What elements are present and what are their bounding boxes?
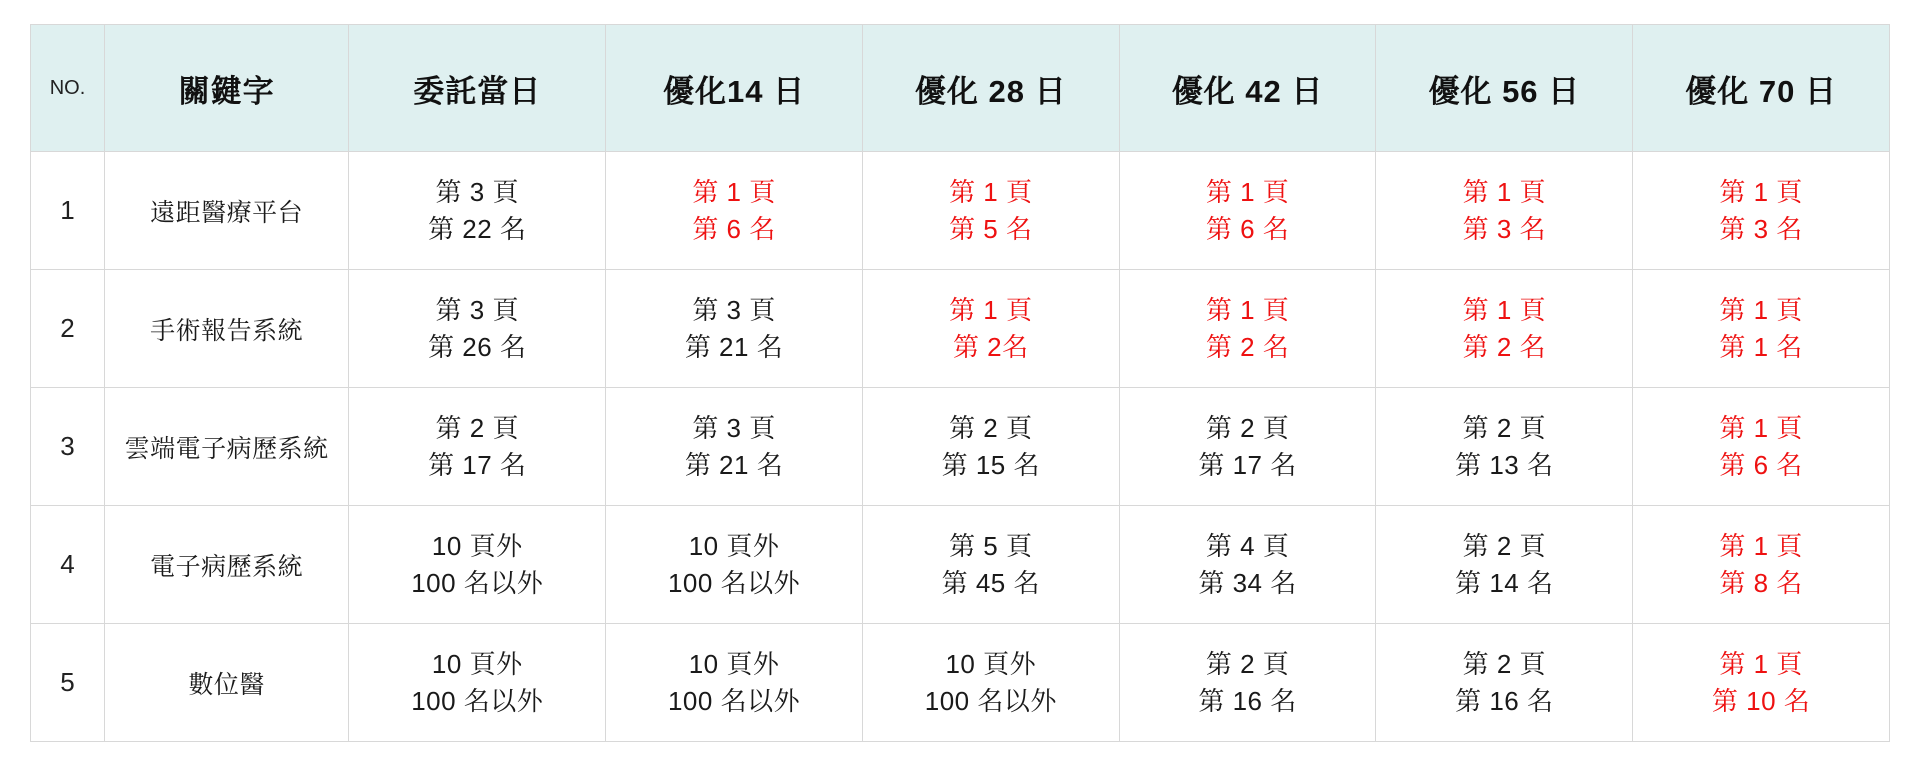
rank-page: 10 頁外 bbox=[945, 648, 1037, 679]
rank-position: 第 26 名 bbox=[428, 331, 527, 362]
rank-cell-day28 bbox=[862, 624, 1119, 742]
rank-page: 第 3 頁 bbox=[435, 294, 519, 325]
table-body bbox=[31, 152, 1890, 742]
rank-cell-day56 bbox=[1376, 624, 1633, 742]
row-keyword: 雲端電子病歷系統 bbox=[104, 388, 348, 506]
row-number: 3 bbox=[31, 388, 105, 506]
rank-page: 第 3 頁 bbox=[435, 176, 519, 207]
row-keyword: 數位醫 bbox=[104, 624, 348, 742]
table-row bbox=[31, 152, 1890, 270]
table-row bbox=[31, 270, 1890, 388]
column-header-no: NO. bbox=[31, 25, 105, 152]
rank-cell-day70 bbox=[1633, 270, 1890, 388]
rank-cell-day0 bbox=[349, 506, 606, 624]
rank-page: 第 4 頁 bbox=[1205, 530, 1290, 561]
column-header-day42: 優化 42 日 bbox=[1119, 25, 1376, 152]
rank-page: 第 2 頁 bbox=[1462, 412, 1547, 443]
rank-position: 第 17 名 bbox=[428, 449, 527, 480]
rank-position: 第 3 名 bbox=[1462, 213, 1547, 244]
rank-page: 第 1 頁 bbox=[1205, 176, 1290, 207]
rank-position: 第 5 名 bbox=[949, 213, 1033, 244]
rank-cell-day28 bbox=[862, 388, 1119, 506]
rank-cell-day70 bbox=[1633, 506, 1890, 624]
rank-cell-day56 bbox=[1376, 388, 1633, 506]
rank-position: 第 2名 bbox=[952, 331, 1029, 362]
rank-page: 第 1 頁 bbox=[1719, 294, 1803, 325]
table-head bbox=[31, 25, 1890, 152]
rank-position: 第 2 名 bbox=[1462, 331, 1547, 362]
rank-cell-day56 bbox=[1376, 152, 1633, 270]
rank-page: 第 2 頁 bbox=[435, 412, 519, 443]
rank-cell-day42 bbox=[1119, 624, 1376, 742]
rank-page: 第 1 頁 bbox=[1462, 294, 1547, 325]
rank-position: 第 16 名 bbox=[1198, 685, 1297, 716]
rank-cell-day42 bbox=[1119, 270, 1376, 388]
rank-position: 第 45 名 bbox=[941, 567, 1040, 598]
rank-page: 第 1 頁 bbox=[1719, 412, 1803, 443]
row-number: 1 bbox=[31, 152, 105, 270]
header-row bbox=[31, 25, 1890, 152]
rank-cell-day42 bbox=[1119, 388, 1376, 506]
rank-cell-day14 bbox=[606, 152, 863, 270]
rank-page: 第 1 頁 bbox=[1205, 294, 1290, 325]
rank-page: 第 1 頁 bbox=[692, 176, 776, 207]
column-header-day14: 優化14 日 bbox=[606, 25, 863, 152]
row-number: 5 bbox=[31, 624, 105, 742]
rank-page: 第 3 頁 bbox=[692, 294, 776, 325]
rank-position: 100 名以外 bbox=[411, 685, 544, 716]
rank-cell-day0 bbox=[349, 624, 606, 742]
rank-position: 第 1 名 bbox=[1719, 331, 1803, 362]
rank-cell-day56 bbox=[1376, 270, 1633, 388]
rank-position: 第 13 名 bbox=[1455, 449, 1554, 480]
rank-page: 第 1 頁 bbox=[1719, 176, 1803, 207]
rank-page: 10 頁外 bbox=[431, 648, 523, 679]
rank-cell-day70 bbox=[1633, 152, 1890, 270]
rank-cell-day42 bbox=[1119, 152, 1376, 270]
row-keyword: 遠距醫療平台 bbox=[104, 152, 348, 270]
keyword-ranking-table bbox=[30, 24, 1890, 742]
rank-page: 第 1 頁 bbox=[949, 176, 1033, 207]
rank-page: 第 2 頁 bbox=[1462, 648, 1547, 679]
row-number: 4 bbox=[31, 506, 105, 624]
rank-position: 第 8 名 bbox=[1719, 567, 1803, 598]
column-header-keyword: 關鍵字 bbox=[104, 25, 348, 152]
rank-page: 10 頁外 bbox=[688, 648, 780, 679]
rank-page: 第 2 頁 bbox=[949, 412, 1033, 443]
rank-position: 100 名以外 bbox=[924, 685, 1057, 716]
rank-page: 第 2 頁 bbox=[1462, 530, 1547, 561]
rank-position: 第 2 名 bbox=[1205, 331, 1290, 362]
rank-position: 第 6 名 bbox=[692, 213, 776, 244]
rank-position: 100 名以外 bbox=[667, 685, 801, 716]
column-header-day56: 優化 56 日 bbox=[1376, 25, 1633, 152]
rank-page: 第 1 頁 bbox=[1719, 530, 1803, 561]
column-header-day0: 委託當日 bbox=[349, 25, 606, 152]
rank-cell-day14 bbox=[606, 506, 863, 624]
rank-page: 第 5 頁 bbox=[949, 530, 1033, 561]
rank-position: 第 22 名 bbox=[428, 213, 527, 244]
rank-page: 第 3 頁 bbox=[692, 412, 776, 443]
row-keyword: 手術報告系統 bbox=[104, 270, 348, 388]
row-number: 2 bbox=[31, 270, 105, 388]
column-header-day70: 優化 70 日 bbox=[1633, 25, 1890, 152]
rank-cell-day0 bbox=[349, 152, 606, 270]
rank-cell-day70 bbox=[1633, 388, 1890, 506]
rank-cell-day28 bbox=[862, 152, 1119, 270]
rank-page: 第 1 頁 bbox=[1719, 648, 1803, 679]
rank-position: 第 21 名 bbox=[684, 331, 784, 362]
table-row bbox=[31, 506, 1890, 624]
rank-position: 第 16 名 bbox=[1455, 685, 1554, 716]
rank-cell-day14 bbox=[606, 624, 863, 742]
rank-position: 第 6 名 bbox=[1719, 449, 1803, 480]
rank-position: 第 3 名 bbox=[1719, 213, 1803, 244]
rank-cell-day70 bbox=[1633, 624, 1890, 742]
table-row bbox=[31, 624, 1890, 742]
rank-cell-day0 bbox=[349, 270, 606, 388]
rank-position: 第 21 名 bbox=[684, 449, 784, 480]
rank-cell-day28 bbox=[862, 270, 1119, 388]
rank-cell-day28 bbox=[862, 506, 1119, 624]
rank-page: 第 2 頁 bbox=[1205, 412, 1290, 443]
rank-position: 第 6 名 bbox=[1205, 213, 1290, 244]
rank-position: 第 10 名 bbox=[1711, 685, 1811, 716]
table-row bbox=[31, 388, 1890, 506]
rank-cell-day42 bbox=[1119, 506, 1376, 624]
rank-position: 100 名以外 bbox=[411, 567, 544, 598]
rank-page: 第 1 頁 bbox=[1462, 176, 1547, 207]
rank-position: 第 14 名 bbox=[1455, 567, 1554, 598]
rank-position: 第 15 名 bbox=[941, 449, 1040, 480]
rank-position: 第 34 名 bbox=[1198, 567, 1297, 598]
column-header-day28: 優化 28 日 bbox=[862, 25, 1119, 152]
rank-cell-day56 bbox=[1376, 506, 1633, 624]
rank-page: 10 頁外 bbox=[688, 530, 780, 561]
rank-page: 第 1 頁 bbox=[949, 294, 1033, 325]
rank-cell-day14 bbox=[606, 270, 863, 388]
rank-cell-day14 bbox=[606, 388, 863, 506]
rank-page: 第 2 頁 bbox=[1205, 648, 1290, 679]
rank-cell-day0 bbox=[349, 388, 606, 506]
row-keyword: 電子病歷系統 bbox=[104, 506, 348, 624]
rank-page: 10 頁外 bbox=[431, 530, 523, 561]
rank-position: 第 17 名 bbox=[1198, 449, 1297, 480]
rank-position: 100 名以外 bbox=[667, 567, 801, 598]
